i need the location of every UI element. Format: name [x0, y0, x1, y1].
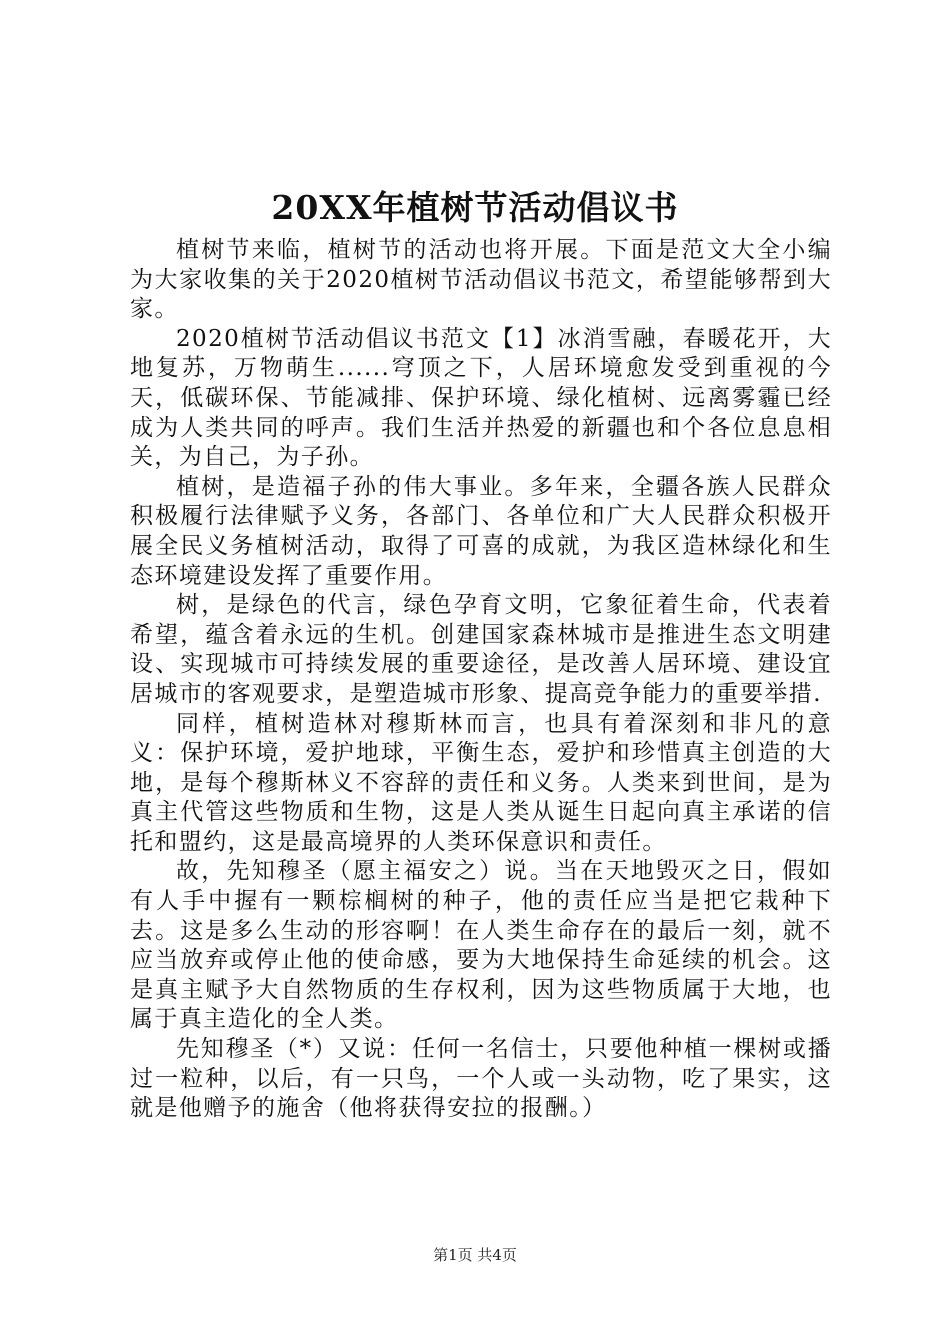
- page-indicator: 第1页 共4页: [433, 1246, 517, 1264]
- paragraph: 植树，是造福子孙的伟大事业。多年来，全疆各族人民群众积极履行法律赋予义务，各部门、各单位和广大人民群众积极开展全民义务植树活动，取得了可喜的成就，为我区造林绿化和生态环境建设发挥了重要作用。: [130, 473, 832, 589]
- paragraph: 2020植树节活动倡议书范文【1】冰消雪融，春暖花开，大地复苏，万物萌生......穹顶之下，人居环境愈发受到重视的今天，低碳环保、节能减排、保护环境、绿化植树、远离雾霾已经成为人类共同的呼声。我们生活并热爱的新疆也和个各位息息相关，为自己，为子孙。: [130, 325, 832, 471]
- paragraph: 树，是绿色的代言，绿色孕育文明，它象征着生命，代表着希望，蕴含着永远的生机。创建国家森林城市是推进生态文明建设、实现城市可持续发展的重要途径，是改善人居环境、建设宜居城市的客观要求，是塑造城市形象、提高竞争能力的重要举措.: [130, 592, 832, 707]
- document-title: 20XX年植树节活动倡议书: [271, 188, 679, 227]
- paragraph: 植树节来临，植树节的活动也将开展。下面是范文大全小编为大家收集的关于2020植树节活动倡议书范文，希望能够帮到大家。: [130, 237, 832, 323]
- document-body: [130, 236, 832, 1124]
- paragraph: 先知穆圣（*）又说：任何一名信士，只要他种植一棵树或播过一粒种，以后，有一只鸟，一个人或一头动物，吃了果实，这就是他赠予的施舍（他将获得安拉的报酬。）: [130, 1036, 832, 1122]
- paragraph: 同样，植树造林对穆斯林而言，也具有着深刻和非凡的意义：保护环境，爱护地球，平衡生态，爱护和珍惜真主创造的大地，是每个穆斯林义不容辞的责任和义务。人类来到世间，是为真主代管这些物质和生物，这是人类从诞生日起向真主承诺的信托和盟约，这是最高境界的人类环保意识和责任。: [130, 710, 832, 855]
- paragraph: 故，先知穆圣（愿主福安之）说。当在天地毁灭之日，假如有人手中握有一颗棕榈树的种子，他的责任应当是把它栽种下去。这是多么生动的形容啊！在人类生命存在的最后一刻，就不应当放弃或停止他的使命感，要为大地保持生命延续的机会。这是真主赋予大自然物质的生存权利，因为这些物质属于大地，也属于真主造化的全人类。: [130, 858, 832, 1033]
